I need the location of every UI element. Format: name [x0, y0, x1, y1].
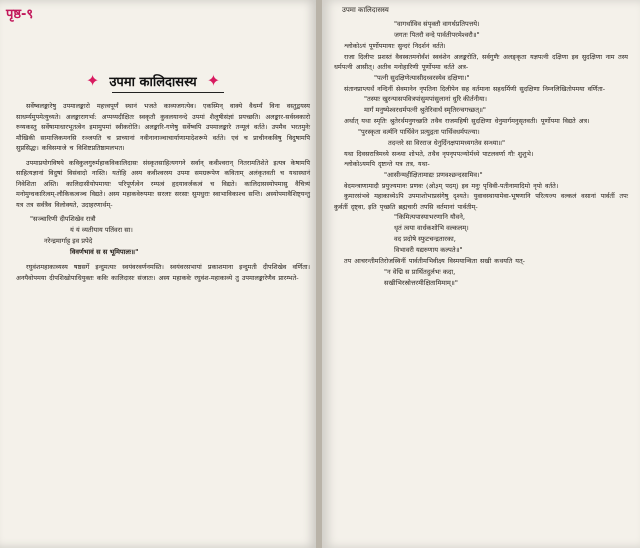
verse-line: मार्गं मनुष्येश्वरधर्मपत्नी श्रुतेरिवार्थं स्मृतिरन्वगच्छत्॥": [364, 106, 486, 114]
verse: [394, 212, 628, 256]
verse-line: सखीभिरस्रोत्तरमीक्षितामिमाम्॥": [384, 278, 458, 287]
verse-line: नरेन्द्रमार्गाट्ट इव प्रपेदे: [44, 237, 93, 245]
verse-line: वद प्रदोषे स्फुटचन्द्रतारका,: [394, 235, 456, 243]
verse-line: यं यं व्यतीयाय पतिंवरा सा।: [70, 226, 133, 234]
verse-line: विवर्णभावं स स भूमिपालः॥": [70, 248, 139, 256]
right-page: [322, 0, 640, 548]
verse-line: "वागर्थाविव संपृक्तौ वागर्थप्रतिपत्तये।: [394, 20, 480, 28]
paragraph: श्लोकोऽयमपि दृष्टान्ते यत्र तत्र, यथा-: [344, 160, 430, 168]
chapter-title-block: [0, 72, 310, 90]
paragraph: रघुवंशमहाकाव्यस्य षष्ठसर्गे इन्दुमत्याः स्वयंवरवर्णनमस्ति। स्वयंवरसभायां प्रकाशमाना इन्दुमती दीपशिखेव वर्णिता। अनयैवोपमया दीपशिखोपाधियुक्तः कविः कालिदासः संजातः। अस्य महाकवेः रघुवंश-महाकाव्ये तु उपमालङ्कारेणैव प्रारम्भते-: [16, 263, 310, 282]
verse-line: तदन्तरे सा विरराज धेनुर्दिनक्षपामध्यगतेव सन्ध्या॥": [388, 138, 506, 147]
verse-line: "पुरस्कृता वर्त्मनि पार्थिवेन प्रत्युद्गता पार्थिवधर्मपत्न्या।: [358, 127, 480, 136]
verse: [394, 19, 628, 41]
paragraph: संतानप्राप्त्यर्थं नन्दिनीं सेवमानेन नृपतिना दिलीपेन सह वर्तमाना सहधर्मिणी सुदक्षिणा निम्नलिखितोपमया वर्णिता-: [344, 84, 606, 93]
verse-line: विभावरी यद्यरुणाय कल्पते॥": [394, 246, 463, 254]
page-label: पृष्ठ-९: [6, 7, 34, 22]
paragraph: उपमाप्रयोगविषये कविकुलगुरुर्महाकविकालिदासः संस्कृतसाहित्यगगने सर्वान् कवीश्वरान् नितरामतिशेते इत्यत्र केषामपि साहित्यज्ञानां विदुषां विसंवादो नास्ति। यतोहि अस्य कवीश्वरस्य उपमा समग्ररूपेण कविताम् अलंकृतवती च यथास्थानं निवेशिता अस्ति। कालिदासीयोपमायाः परिपूर्णत्वेन रम्यत्वं हृदयावर्जकत्वं च विद्यते। कालिदासस्योपमासु वैचित्र्यं मनोमुग्धकारित्वम्-लौकिकत्वञ्च विद्यते। अस्य महाकवेरुपमाः सरलाः सरसाः सुमधुराः स्वाभाविकाश्च सन्ति। अस्योपमावैशिष्ट्यन्तु यत्र तत्र सर्वत्रैव विलोक्यते, उदाहरणार्थम्-: [16, 158, 310, 209]
left-page: [0, 0, 318, 548]
verse-line: "न वेद्मि स प्रार्थितदुर्लभः कदा,: [384, 267, 456, 276]
verse: [364, 94, 628, 116]
verse: [30, 214, 310, 258]
verse-line: "किमित्यपास्याभरणानि यौवने,: [394, 213, 465, 221]
verse-line: "तस्याः खुरन्यासपवित्रपांसुमपांसुलानां धुरि कीर्तनीया।: [364, 95, 487, 103]
verse-line: "आसीन्महीक्षितामाद्यः प्रणवश्छन्दसामिव।": [384, 170, 483, 179]
paragraph: सर्वेष्वलङ्कारेषु उपमालङ्कारो महत्त्वपूर्णं स्थानं भजते काव्यजगत्येव। एकस्मिन् वाक्ये वैधर्म्यं विना वस्तुद्वयस्य साधर्म्यमुपमेत्युच्यते। अलङ्कारागर्भा: अप्पय्यदीक्षितः स्वकृतौ कुवलयानन्दे उपमां शैलूषीसंज्ञां प्रयच्छति। अलङ्कार-सर्वस्वकारो रुय्यकस्तु सर्वेषामाधारभूतत्वेन इमामुपमां स्वीकरोति। अलङ्कारि-गणेषु सर्वेष्वपि उपमालङ्कारे तन्मूलं वर्तते। उपमैव भरतमुनेः मौखिकी सामाजिकमनसि रञ्जयति च प्राच्यानां नवीनानाञ्चाचार्याणामादेशरूपे वर्तते। एवं च प्राचीनकविषु विदुषामपि सुप्रसिद्धः। कविसमाजे च विशिष्टप्रतिष्ठामलभत।: [16, 102, 310, 152]
paragraph: वेदमन्त्राणामादौ प्रयुज्यमानः प्रणवः (ओ३म् पदम्) इव मनुः पृथिवी-पतीनामादिमो नृपो वर्तते।: [344, 181, 559, 190]
paragraph: कुमारसंभवे महाकाव्येऽपि उपमाशोभाप्रसंगेषु दृश्यते। युवावस्थायामेवा-भूषणानि परित्यज्य वल्कलं वसानां पार्वतीं तपः कुर्वतीं दृष्ट्वा, इति पृच्छति ब्रह्मचारी तपसि वर्तमानां पार्वतीम्-: [334, 192, 628, 211]
verse: [384, 170, 628, 181]
verse-line: जगतः पितरौ वन्दे पार्वतीपरमेश्वरौ॥": [394, 31, 480, 39]
paragraph: श्लोकोऽयं पूर्णोपमायाः सुन्दरं निदर्शनं वर्तते।: [344, 42, 446, 50]
verse-line: "सञ्चारिणी दीपशिखेव रात्रौ: [30, 215, 96, 223]
star-ornament-icon: ✦: [85, 71, 100, 90]
verse: [358, 127, 628, 149]
verse-line: "पत्नी सुदक्षिणेत्यासीदध्वरस्येव दक्षिणा।": [374, 73, 470, 82]
paragraph: तप आचरन्तीमतिरोजस्विनीं पार्वतीमभिवीक्ष्य विस्मयान्विता सखी कथयति यत्-: [344, 257, 525, 265]
running-header: उपमा कालिदासस्य: [342, 6, 389, 14]
verse: [374, 73, 628, 84]
verse-line: धृतं त्वया वार्धकशोभि वल्कलम्।: [394, 224, 469, 232]
verse: [384, 267, 628, 289]
paragraph: राजा दिलीपः प्रशस्तं वैवस्वतमनोर्वंशं स्ववंशेन अलङ्करोति, सर्वगुणैः अलङ्कृता यज्ञपत्नी दक्षिणा इव सुदक्षिणा नाम तस्य धर्मपत्नी आसीत्। अतीव मनोहारिणी पूर्णोपमा वर्तते अत्र-: [334, 52, 628, 71]
chapter-title: उपमा कालिदासस्य: [109, 75, 197, 90]
paragraph: यथा दिवसरात्रिमध्ये सन्ध्या शोभते, तथैव नृपनृपपत्न्योर्मध्ये पाटलवर्णा गौः शुशुभे।: [344, 149, 534, 158]
paragraph: अर्थात् यथा स्मृतिः श्रुतेरर्थमनुगच्छति तथैव राजमहिषी सुदक्षिणा धेनुमार्गमनुसृतवती। पूर्णोपमा विद्यते अत्र।: [344, 117, 590, 125]
star-ornament-icon: ✦: [206, 71, 221, 90]
